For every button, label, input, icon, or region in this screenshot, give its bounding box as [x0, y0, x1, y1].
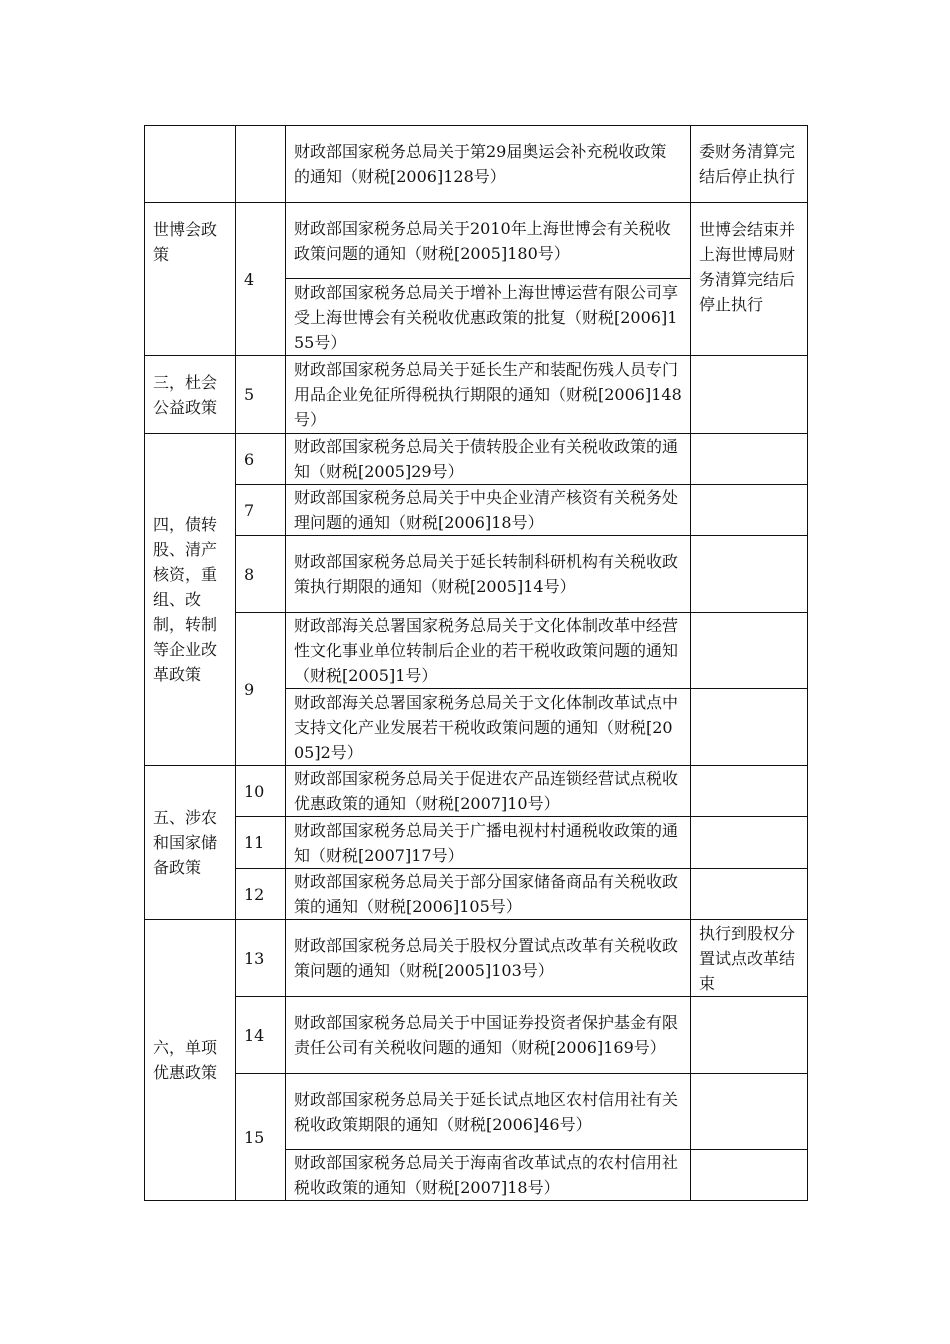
category-cell [145, 126, 236, 203]
table-row [145, 613, 808, 689]
table-row [145, 1074, 808, 1150]
policy-title-cell: 财政部国家税务总局关于延长试点地区农村信用社有关税收政策期限的通知（财税[2006]46号） [286, 1074, 691, 1150]
table-row [145, 997, 808, 1074]
policy-title-cell: 财政部国家税务总局关于股权分置试点改革有关税收政策问题的通知（财税[2005]103号） [286, 920, 691, 997]
table-row [145, 434, 808, 485]
note-cell: 执行到股权分置试点改革结束 [691, 920, 808, 997]
policy-title-cell: 财政部海关总署国家税务总局关于文化体制改革中经营性文化事业单位转制后企业的若干税收政策问题的通知（财税[2005]1号） [286, 613, 691, 689]
policy-title-cell: 财政部国家税务总局关于第29届奥运会补充税收政策的通知（财税[2006]128号） [286, 126, 691, 203]
note-cell: 委财务清算完结后停止执行 [691, 126, 808, 203]
note-cell [691, 536, 808, 613]
policy-title-cell: 财政部国家税务总局关于中央企业清产核资有关税务处理问题的通知（财税[2006]18号） [286, 485, 691, 536]
note-cell: 世博会结束并上海世博局财务清算完结后停止执行 [691, 203, 808, 356]
note-cell [691, 766, 808, 817]
category-cell: 四，债转股、清产核资，重组、改制，转制等企业改革政策 [145, 434, 236, 766]
number-cell: 8 [236, 536, 286, 613]
policy-title-cell: 财政部国家税务总局关于2010年上海世博会有关税收政策问题的通知（财税[2005]180号） [286, 203, 691, 279]
policy-table [144, 125, 808, 1201]
note-cell [691, 997, 808, 1074]
number-cell [236, 126, 286, 203]
number-cell: 4 [236, 203, 286, 356]
note-cell [691, 613, 808, 689]
table-row [145, 766, 808, 817]
number-cell: 9 [236, 613, 286, 766]
table-row [145, 817, 808, 869]
policy-title-cell: 财政部国家税务总局关于债转股企业有关税收政策的通知（财税[2005]29号） [286, 434, 691, 485]
category-cell: 五、涉农和国家储备政策 [145, 766, 236, 920]
policy-title-cell: 财政部国家税务总局关于海南省改革试点的农村信用社税收政策的通知（财税[2007]18号） [286, 1150, 691, 1201]
note-cell [691, 356, 808, 434]
policy-title-cell: 财政部国家税务总局关于促进农产品连锁经营试点税收优惠政策的通知（财税[2007]10号） [286, 766, 691, 817]
table-row [145, 869, 808, 920]
table-row [145, 356, 808, 434]
category-cell: 世博会政策 [145, 203, 236, 356]
table-row [145, 920, 808, 997]
category-cell: 三，杜会公益政策 [145, 356, 236, 434]
note-cell [691, 434, 808, 485]
note-cell [691, 869, 808, 920]
number-cell: 12 [236, 869, 286, 920]
policy-title-cell: 财政部海关总署国家税务总局关于文化体制改革试点中支持文化产业发展若干税收政策问题的通知（财税[2005]2号） [286, 689, 691, 766]
number-cell: 7 [236, 485, 286, 536]
policy-title-cell: 财政部国家税务总局关于延长转制科研机构有关税收政策执行期限的通知（财税[2005]14号） [286, 536, 691, 613]
number-cell: 5 [236, 356, 286, 434]
number-cell: 13 [236, 920, 286, 997]
policy-title-cell: 财政部国家税务总局关于广播电视村村通税收政策的通知（财税[2007]17号） [286, 817, 691, 869]
number-cell: 6 [236, 434, 286, 485]
table-row [145, 485, 808, 536]
number-cell: 15 [236, 1074, 286, 1201]
table-row [145, 203, 808, 279]
note-cell [691, 689, 808, 766]
number-cell: 14 [236, 997, 286, 1074]
policy-title-cell: 财政部国家税务总局关于部分国家储备商品有关税收政策的通知（财税[2006]105号） [286, 869, 691, 920]
table-row [145, 126, 808, 203]
number-cell: 11 [236, 817, 286, 869]
note-cell [691, 1074, 808, 1150]
note-cell [691, 1150, 808, 1201]
table-row [145, 536, 808, 613]
policy-title-cell: 财政部国家税务总局关于延长生产和装配伤残人员专门用品企业免征所得税执行期限的通知（财税[2006]148号） [286, 356, 691, 434]
policy-title-cell: 财政部国家税务总局关于中国证券投资者保护基金有限责任公司有关税收问题的通知（财税[2006]169号） [286, 997, 691, 1074]
policy-title-cell: 财政部国家税务总局关于增补上海世博运营有限公司享受上海世博会有关税收优惠政策的批复（财税[2006]155号） [286, 279, 691, 356]
note-cell [691, 485, 808, 536]
number-cell: 10 [236, 766, 286, 817]
note-cell [691, 817, 808, 869]
category-cell: 六，单项优惠政策 [145, 920, 236, 1201]
